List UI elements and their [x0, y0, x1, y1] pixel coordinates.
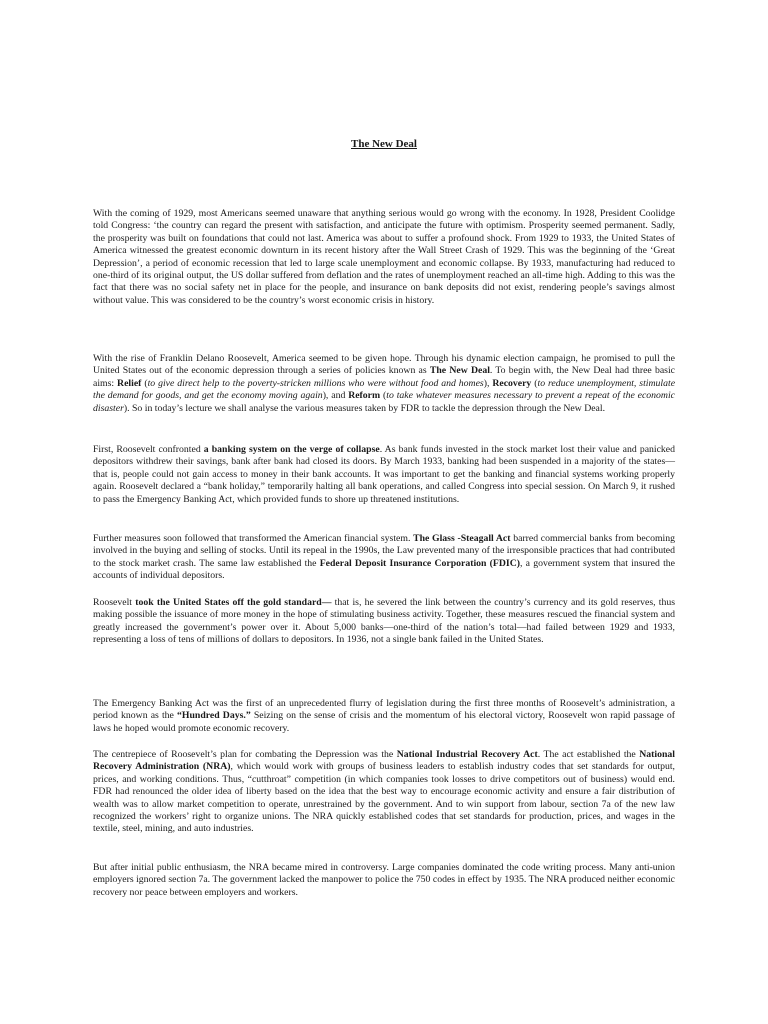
bold-term-relief: Relief: [117, 377, 142, 389]
bold-term-glass-steagall: The Glass -Steagall Act: [413, 533, 511, 544]
text-run: With the rise of Franklin Delano Roosevelt, America seemed to be given hope. Through his dynamic election campaign, he promised to pull the United States out of the economic depression through a series of policies known as: [93, 353, 675, 377]
text-run: . The act established the: [537, 749, 640, 760]
italic-reform-definition: to take whatever measures necessary to prevent a repeat of the economic disaster: [93, 390, 675, 414]
paragraph-nira: [93, 749, 675, 836]
bold-term-new-deal: The New Deal: [429, 365, 490, 377]
document-title: The New Deal: [351, 138, 417, 150]
paragraph-glass-steagall: [93, 533, 675, 583]
bold-term-fdic: Federal Deposit Insurance Corporation (FDIC): [319, 557, 521, 569]
italic-recovery-definition: to reduce unemployment, stimulate the demand for goods, and get the economy moving again: [93, 377, 676, 402]
bold-term-nra: National Recovery Administration (NRA): [93, 749, 675, 773]
bold-term-recovery: Recovery: [492, 377, 532, 389]
italic-relief-definition: to give direct help to the poverty-stricken millions who were without food and homes: [147, 377, 484, 389]
text-run: . To begin with, the New Deal had three basic aims:: [93, 365, 676, 389]
paragraph-hundred-days: [93, 698, 675, 735]
text-run: The centrepiece of Roosevelt’s plan for combating the Depression was the: [93, 749, 397, 760]
text-run: (: [141, 377, 148, 389]
text-run: Roosevelt: [93, 597, 136, 608]
text-run: (: [531, 377, 538, 389]
paragraph-great-depression: [93, 208, 675, 307]
text-run: that is, he severed the link between the country’s currency and its gold reserves, thus making possible the issuance of more money in the hope of stimulating business activity. Together, these measures rescued the financial system and greatly increased the government’s power over it. About 5,000 banks—one-third of the nation’s total—had failed between 1929 and 1933, representing a loss of tens of millions of dollars to depositors. In 1936, not a single bank failed in the United States.: [93, 597, 676, 646]
text-run: (: [380, 390, 387, 402]
paragraph-roosevelt-new-deal: [93, 353, 675, 415]
paragraph-nra-controversy: [93, 862, 675, 899]
text-run: barred commercial banks from becoming involved in the buying and selling of stocks. Until its repeal in the 1990s, the Law prevented many of the irresponsible practices that had contributed to the stock market crash. The same law established the: [93, 533, 675, 569]
text-run: ),: [483, 377, 493, 389]
text-run: Further measures soon followed that transformed the American financial system.: [93, 533, 414, 544]
paragraph-gold-standard: [93, 597, 675, 647]
text-run: Seizing on the sense of crisis and the momentum of his electoral victory, Roosevelt won rapid passage of laws he hoped would promote economic recovery.: [93, 710, 676, 734]
paragraph-text: But after initial public enthusiasm, the NRA became mired in controversy. Large companies dominated the code writing process. Many anti-union employers ignored section 7a. The government lacked the manpower to police the 750 codes in effect by 1935. The NRA produced neither economic recovery nor peace between employers and workers.: [93, 862, 675, 898]
paragraph-text: With the coming of 1929, most Americans seemed unaware that anything serious would go wrong with the economy. In 1928, President Coolidge told Congress: ‘the country can regard the present with satisfaction, and anticipate the future with optimism. Prosperity seemed permanent. Sadly, the prosperity was built on foundations that could not last. America was about to suffer a profound shock. From 1929 to 1933, the United States of America witnessed the greatest economic downturn in its recent history after the Wall Street Crash of 1929. This was the beginning of the ‘Great Depression’, a period of economic recession that led to large scale unemployment and economic collapse. By 1933, manufacturing had reduced to one-third of its original output, the US dollar suffered from deflation and the rates of unemployment reached an all-time high. Adding to this was the fact that there was no social safety net in place for the people, and insurance on bank deposits did not exist, rendering people’s savings almost without value. This was considered to be the country’s worst economic crisis in history.: [93, 208, 675, 306]
bold-term-banking-system: a banking system on the verge of collapse: [203, 444, 380, 455]
bold-term-hundred-days: “Hundred Days.”: [177, 710, 251, 722]
paragraph-banking-collapse: [93, 444, 675, 506]
text-run: ). So in today’s lecture we shall analyse the various measures taken by FDR to tackle the depression through the New Deal.: [123, 402, 606, 414]
text-run: , a government system that insured the accounts of individual depositors.: [93, 557, 676, 582]
text-run: First, Roosevelt confronted: [93, 444, 204, 455]
text-run: , which would work with groups of business leaders to establish industry codes that set standards for output, prices, and working conditions. Thus, “cutthroat” competition (in which companies took losses to drive competitors out of business) would end. FDR had renounced the older idea of liberty based on the idea that the best way to encourage economic activity and ensure a fair distribution of wealth was to allow market competition to operate, unrestrained by the government. And to win support from labour, section 7a of the new law recognized the workers’ right to organize unions. The NRA quickly established codes that set standards for production, prices, and wages in the textile, steel, mining, and auto industries.: [93, 761, 675, 835]
bold-term-nira: National Industrial Recovery Act: [396, 749, 538, 760]
bold-term-reform: Reform: [348, 390, 381, 402]
text-run: The Emergency Banking Act was the first of an unprecedented flurry of legislation during the first three months of Roosevelt’s administration, a period known as the: [93, 698, 675, 722]
text-run: . As bank funds invested in the stock market lost their value and panicked depositors withdrew their savings, bank after bank had closed its doors. By March 1933, banking had been suspended in a majority of the states—that is, people could not gain access to money in their bank accounts. It was important to get the banking and financial systems working properly again. Roosevelt declared a “bank holiday,” temporarily halting all bank operations, and called Congress into special session. On March 9, it rushed to pass the Emergency Banking Act, which provided funds to shore up threatened institutions.: [93, 444, 676, 505]
bold-term-gold-standard: took the United States off the gold standard—: [135, 597, 332, 608]
text-run: ), and: [322, 390, 349, 402]
